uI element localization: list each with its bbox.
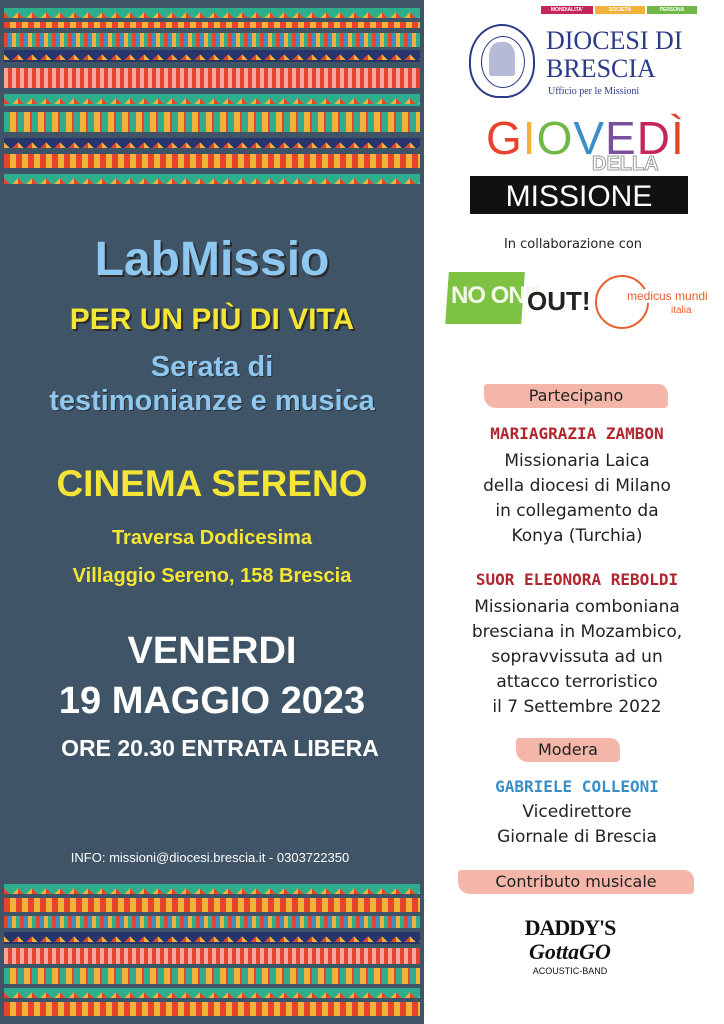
diocese-name: DIOCESI DI [546, 26, 683, 55]
bio-line: il 7 Settembre 2022 [492, 697, 662, 717]
bio-line: Giornale di Brescia [497, 827, 657, 847]
pattern-band [4, 916, 420, 928]
pattern-band [4, 884, 420, 894]
speaker-name: SUOR ELEONORA REBOLDI [475, 570, 679, 589]
bio-line: bresciana in Mozambico, [471, 622, 683, 642]
series-logo-letter: E [605, 112, 637, 164]
bio-line: Vicedirettore [522, 802, 632, 822]
pattern-band [4, 988, 420, 998]
bio-line: Missionaria comboniana [474, 597, 680, 617]
event-day: VENERDI [127, 630, 297, 672]
series-logo-letter: V [573, 112, 606, 164]
pattern-band [4, 94, 420, 106]
series-logo-letter: G [486, 112, 523, 164]
pattern-band [4, 50, 420, 62]
event-date: 19 MAGGIO 2023 [58, 680, 366, 722]
pattern-band [4, 968, 420, 984]
band-logo-text: GottaGO [529, 939, 611, 964]
bio-line: attacco terroristico [496, 672, 658, 692]
logo-text: NO ONE [451, 282, 540, 309]
logo-text: OUT! [527, 286, 591, 316]
logo-text: italia [671, 305, 692, 316]
series-logo-letter: D [636, 112, 671, 164]
diocese-office: Ufficio per le Missioni [548, 86, 640, 97]
bio-line: della diocesi di Milano [483, 476, 671, 496]
logo-text: medicus mundi [627, 289, 708, 303]
band-logo [522, 916, 618, 990]
tag-societa: SOCIETÀ [595, 6, 645, 14]
bio-line: sopravvissuta ad un [491, 647, 663, 667]
pattern-band [4, 112, 420, 132]
event-time: ORE 20.30 ENTRATA LIBERA [61, 735, 379, 761]
music-label: Contributo musicale [495, 872, 657, 891]
pattern-band [4, 948, 420, 964]
moderator-label: Modera [538, 740, 598, 759]
event-subtitle: PER UN PIÙ DI VITA [69, 303, 355, 336]
tag-mondialita: MONDIALITA' [541, 6, 593, 14]
diocese-seal-logo [469, 24, 535, 98]
moderator-name: GABRIELE COLLEONI [495, 777, 659, 796]
pattern-band [4, 1002, 420, 1016]
venue-address-line: Traversa Dodicesima [111, 527, 313, 549]
seal-figure [489, 42, 515, 76]
tagline-line: testimonianze e musica [49, 385, 375, 417]
pattern-band [4, 174, 420, 184]
participants-label: Partecipano [528, 386, 624, 405]
tagline-line: Serata di [150, 351, 274, 383]
tag-persona: PERSONA [647, 6, 697, 14]
contact-info: INFO: missioni@diocesi.brescia.it - 0303722350 [70, 850, 350, 865]
band-logo-text: DADDY'S [524, 915, 616, 940]
event-tagline [0, 350, 424, 418]
speaker-name: MARIAGRAZIA ZAMBON [490, 424, 664, 443]
pattern-band [4, 8, 420, 18]
pattern-band [4, 138, 420, 148]
bio-line: in collegamento da [495, 501, 659, 521]
bio-line: Missionaria Laica [504, 451, 650, 471]
pattern-band [4, 22, 420, 28]
bio-line: Konya (Turchia) [511, 526, 643, 546]
collaboration-label: In collaborazione con [503, 237, 643, 252]
venue-address-line: Villaggio Sereno, 158 Brescia [72, 565, 352, 587]
diocese-name: BRESCIA [546, 54, 656, 83]
series-logo-letter: O [536, 112, 574, 164]
series-logo-della: DELLA [592, 153, 659, 175]
pattern-band [4, 154, 420, 168]
pattern-band [4, 898, 420, 912]
venue-name: CINEMA SERENO [56, 463, 368, 504]
series-logo-letter: Ì [670, 112, 685, 164]
pattern-band [4, 68, 420, 88]
moderator-bio [430, 800, 724, 850]
pattern-band [4, 33, 420, 47]
band-logo-text: ACOUSTIC-BAND [532, 966, 608, 976]
no-one-out-logo [447, 272, 591, 328]
medicus-mundi-logo [595, 275, 715, 331]
series-logo-missione: MISSIONE [505, 180, 653, 213]
event-title: LabMissio [94, 233, 330, 286]
series-logo-letter: I [522, 112, 537, 164]
speaker-bio [430, 449, 724, 549]
speaker-bio [430, 595, 724, 720]
pattern-band [4, 932, 420, 944]
